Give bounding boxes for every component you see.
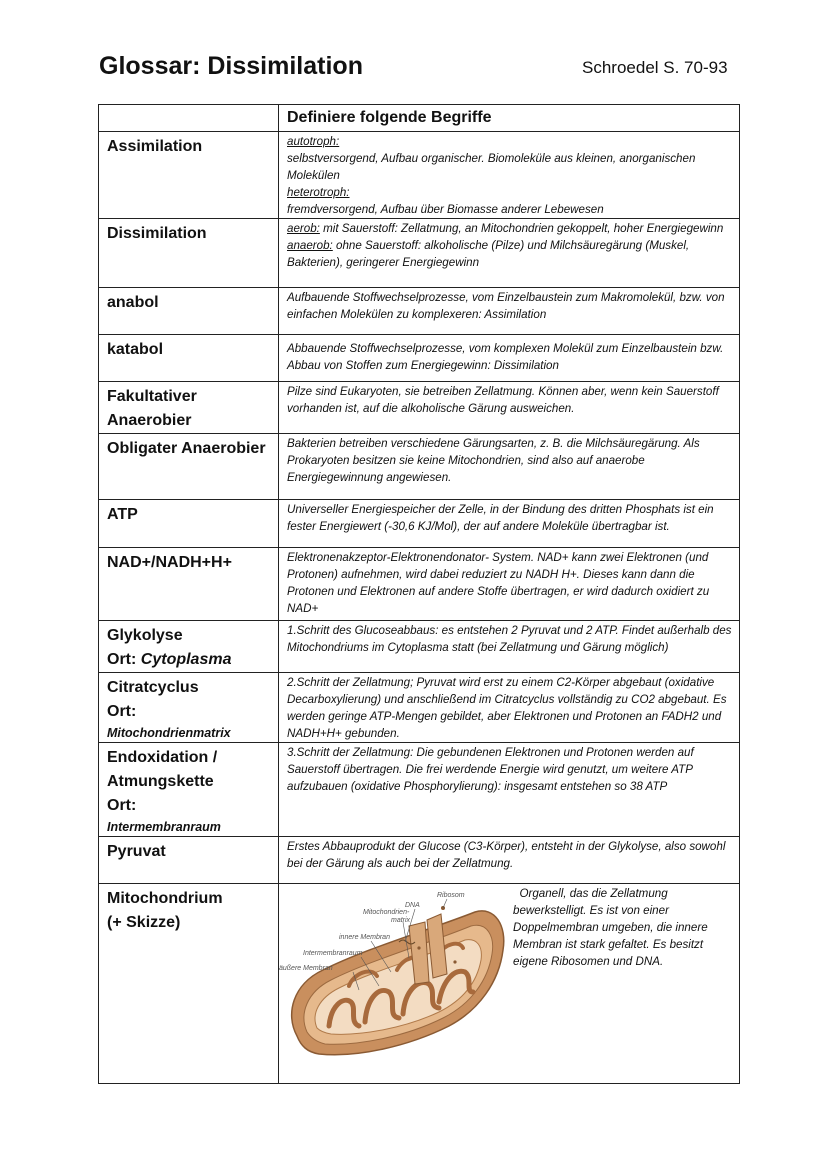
- term-cell: Endoxidation / Atmungskette Ort: Intermembranraum: [99, 743, 279, 837]
- term-cell: anabol: [99, 288, 279, 335]
- definition-cell: [279, 884, 740, 1084]
- table-row: [99, 335, 740, 382]
- term-cell: Assimilation: [99, 132, 279, 219]
- table-row: [99, 434, 740, 500]
- label-outer-membrane: äußere Membran: [279, 965, 333, 972]
- definition-cell: Universeller Energiespeicher der Zelle, in der Bindung des dritten Phosphats ist ein fester Energiewert (-30,6 KJ/Mol), der auf andere Moleküle übertragbar ist.: [279, 500, 740, 548]
- definition-cell: Bakterien betreiben verschiedene Gärungsarten, z. B. die Milchsäuregärung. Als Prokaryoten besitzen sie keine Mitochondrien, sind also auf anaerobe Energiegewinnung angewiesen.: [279, 434, 740, 500]
- column-header: Definiere folgende Begriffe: [279, 105, 740, 132]
- table-row: [99, 884, 740, 1084]
- table-row: [99, 288, 740, 335]
- label-intermembrane-space: Intermembranraum: [303, 950, 363, 957]
- table-row: [99, 837, 740, 884]
- table-row: [99, 743, 740, 837]
- term-cell: Mitochondrium (+ Skizze): [99, 884, 279, 1084]
- definition-cell: Aufbauende Stoffwechselprozesse, vom Einzelbaustein zum Makromolekül, bzw. von einfachen Molekülen zu komplexeren: Assimilation: [279, 288, 740, 335]
- header-empty-cell: [99, 105, 279, 132]
- mitochondrion-sketch: [279, 886, 511, 1066]
- label-dna: DNA: [405, 902, 420, 909]
- source-reference: Schroedel S. 70-93: [582, 58, 728, 77]
- table-row: [99, 673, 740, 743]
- term-cell: Dissimilation: [99, 219, 279, 288]
- page-title: Glossar: Dissimilation: [99, 52, 363, 80]
- definition-cell: aerob: mit Sauerstoff: Zellatmung, an Mitochondrien gekoppelt, hoher Energiegewinn anaerob: ohne Sauerstoff: alkoholische (Pilze) und Milchsäuregärung (Muskel, Bakterien), geringerer Energiegewinn: [279, 219, 740, 288]
- definition-cell: Pilze sind Eukaryoten, sie betreiben Zellatmung. Können aber, wenn kein Sauerstoff vorhanden ist, auf die alkoholische Gärung ausweichen.: [279, 382, 740, 434]
- label-matrix: Mitochondrien-: [363, 909, 410, 916]
- term-cell: Glykolyse Ort: Cytoplasma: [99, 621, 279, 673]
- definition-cell: 3.Schritt der Zellatmung: Die gebundenen Elektronen und Protonen werden auf Sauerstoff übertragen. Die frei werdende Energie wird genutzt, um weitere ATP aufzubauen (oxidative Phosphorylierung): insgesamt entstehen so 38 ATP: [279, 743, 740, 837]
- term-cell: Fakultativer Anaerobier: [99, 382, 279, 434]
- table-row: [99, 132, 740, 219]
- definition-cell: Erstes Abbauprodukt der Glucose (C3-Körper), entsteht in der Glykolyse, also sowohl bei der Gärung als auch bei der Zellatmung.: [279, 837, 740, 884]
- definition-cell: Abbauende Stoffwechselprozesse, vom komplexen Molekül zum Einzelbaustein bzw. Abbau von Stoffen zum Energiegewinn: Dissimilation: [279, 335, 740, 382]
- term-cell: ATP: [99, 500, 279, 548]
- table-header-row: [99, 105, 740, 132]
- table-row: [99, 548, 740, 621]
- label-matrix-2: matrix: [391, 917, 411, 924]
- definition-cell: autotroph: selbstversorgend, Aufbau organischer. Biomoleküle aus kleinen, anorganischen Molekülen heterotroph: fremdversorgend, Aufbau über Biomasse anderer Lebewesen: [279, 132, 740, 219]
- term-cell: katabol: [99, 335, 279, 382]
- mitochondrion-description: Organell, das die Zellatmung bewerkstelligt. Es ist von einer Doppelmembran umgeben, die innere Membran ist stark gefaltet. Es besitzt eigene Ribosomen und DNA.: [513, 887, 708, 968]
- table-row: [99, 219, 740, 288]
- glossary-table: [98, 104, 740, 1084]
- label-inner-membrane: innere Membran: [339, 934, 390, 941]
- mitochondrion-figure: [279, 884, 739, 1076]
- definition-cell: 2.Schritt der Zellatmung; Pyruvat wird erst zu einem C2-Körper abgebaut (oxidative Decarboxylierung) und anschließend im Citratcyclus vollständig zu CO2 abgebaut. Es werden geringe ATP-Mengen gebildet, aber Elektronen und Protonen an FADH2 und NADH+H+ gebunden.: [279, 673, 740, 743]
- definition-cell: Elektronenakzeptor-Elektronendonator- System. NAD+ kann zwei Elektronen (und Protonen) aufnehmen, wird dabei reduziert zu NADH H+. Dieses kann dann die Protonen und Elektronen auf andere Stoffe übertragen, er wird dadurch oxidiert zu NAD+: [279, 548, 740, 621]
- table-row: [99, 621, 740, 673]
- term-cell: Pyruvat: [99, 837, 279, 884]
- definition-cell: 1.Schritt des Glucoseabbaus: es entstehen 2 Pyruvat und 2 ATP. Findet außerhalb des Mitochondriums im Cytoplasma statt (bei Zellatmung und Gärung möglich): [279, 621, 740, 673]
- table-row: [99, 500, 740, 548]
- term-cell: Obligater Anaerobier: [99, 434, 279, 500]
- label-ribosom: Ribosom: [437, 892, 465, 899]
- term-cell: NAD+/NADH+H+: [99, 548, 279, 621]
- term-cell: Citratcyclus Ort: Mitochondrienmatrix: [99, 673, 279, 743]
- table-row: [99, 382, 740, 434]
